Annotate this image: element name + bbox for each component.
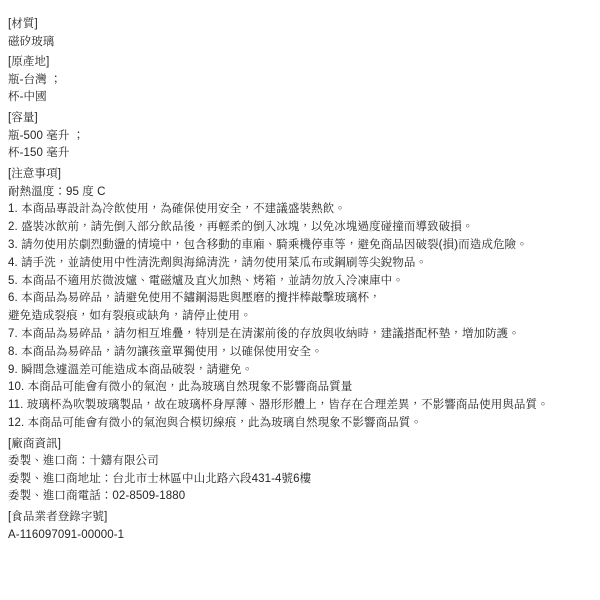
precaution-line: 4. 請手洗，並請使用中性清洗劑與海綿清洗，請勿使用菜瓜布或鋼刷等尖銳物品。 — [8, 256, 428, 269]
section-heading: [材質] — [8, 18, 38, 30]
precaution-line: 5. 本商品不適用於微波爐、電磁爐及直火加熱、烤箱，並請勿放入冷凍庫中。 — [8, 274, 404, 287]
section-line: 磁矽玻璃 — [8, 35, 55, 48]
precaution-line: 耐熱溫度：95 度 C — [8, 185, 106, 198]
precaution-line: 8. 本商品為易碎品，請勿讓孩童單獨使用，以確保使用安全。 — [8, 345, 323, 358]
precaution-line: 避免造成裂痕，如有裂痕或缺角，請停止使用。 — [8, 310, 252, 323]
section-capacity — [8, 110, 590, 163]
precaution-line: 9. 瞬間急遽溫差可能造成本商品破裂，請避免。 — [8, 363, 254, 376]
precaution-line: 2. 盛裝冰飲前，請先倒入部分飲品後，再輕柔的倒入冰塊，以免冰塊過度碰撞而導致破損。 — [8, 221, 474, 234]
section-material — [8, 16, 590, 51]
precaution-line: 7. 本商品為易碎品，請勿相互堆疊，特別是在清潔前後的存放與收納時，建議搭配杯墊，增加防護。 — [8, 327, 520, 340]
section-heading: [原產地] — [8, 56, 50, 69]
section-heading: [注意事項] — [8, 167, 61, 180]
section-heading: [食品業者登錄字號] — [8, 511, 108, 524]
manufacturer-line: 委製、進口商：十鑄有限公司 — [8, 455, 159, 468]
precaution-line: 12. 本商品可能會有微小的氣泡與合模切線痕，此為玻璃自然現象不影響商品質。 — [8, 416, 422, 429]
section-line: 杯-150 毫升 — [8, 147, 70, 160]
section-origin — [8, 54, 590, 107]
precaution-line: 11. 玻璃杯為吹製玻璃製品，故在玻璃杯身厚薄、器形形體上，皆存在合理差異，不影響商品使用與品質。 — [8, 399, 549, 412]
section-registration — [8, 509, 590, 544]
section-heading: [廠商資訊] — [8, 437, 61, 450]
precaution-line: 3. 請勿使用於劇烈動盪的情境中，包含移動的車廂、騎乘機停車等，避免商品因破裂(損)而造成危險。 — [8, 238, 528, 251]
precaution-line: 6. 本商品為易碎品，請避免使用不鏽鋼湯匙與壓磨的攪拌棒敲擊玻璃杯， — [8, 292, 381, 305]
section-line: 瓶-台灣 ； — [8, 73, 62, 86]
precaution-line: 10. 本商品可能會有微小的氣泡，此為玻璃自然現象不影響商品質量 — [8, 381, 353, 394]
section-heading: [容量] — [8, 111, 38, 124]
section-precautions — [8, 166, 590, 433]
section-manufacturer — [8, 436, 590, 506]
precaution-line: 1. 本商品專設計為冷飲使用，為確保使用安全，不建議盛裝熱飲。 — [8, 203, 346, 216]
section-line: 瓶-500 毫升 ； — [8, 129, 85, 142]
section-line: 杯-中國 — [8, 91, 47, 104]
registration-number: A-116097091-00000-1 — [8, 528, 125, 541]
manufacturer-line: 委製、進口商地址：台北市士林區中山北路六段431-4號6樓 — [8, 472, 312, 485]
manufacturer-line: 委製、進口商電話：02-8509-1880 — [8, 490, 186, 503]
